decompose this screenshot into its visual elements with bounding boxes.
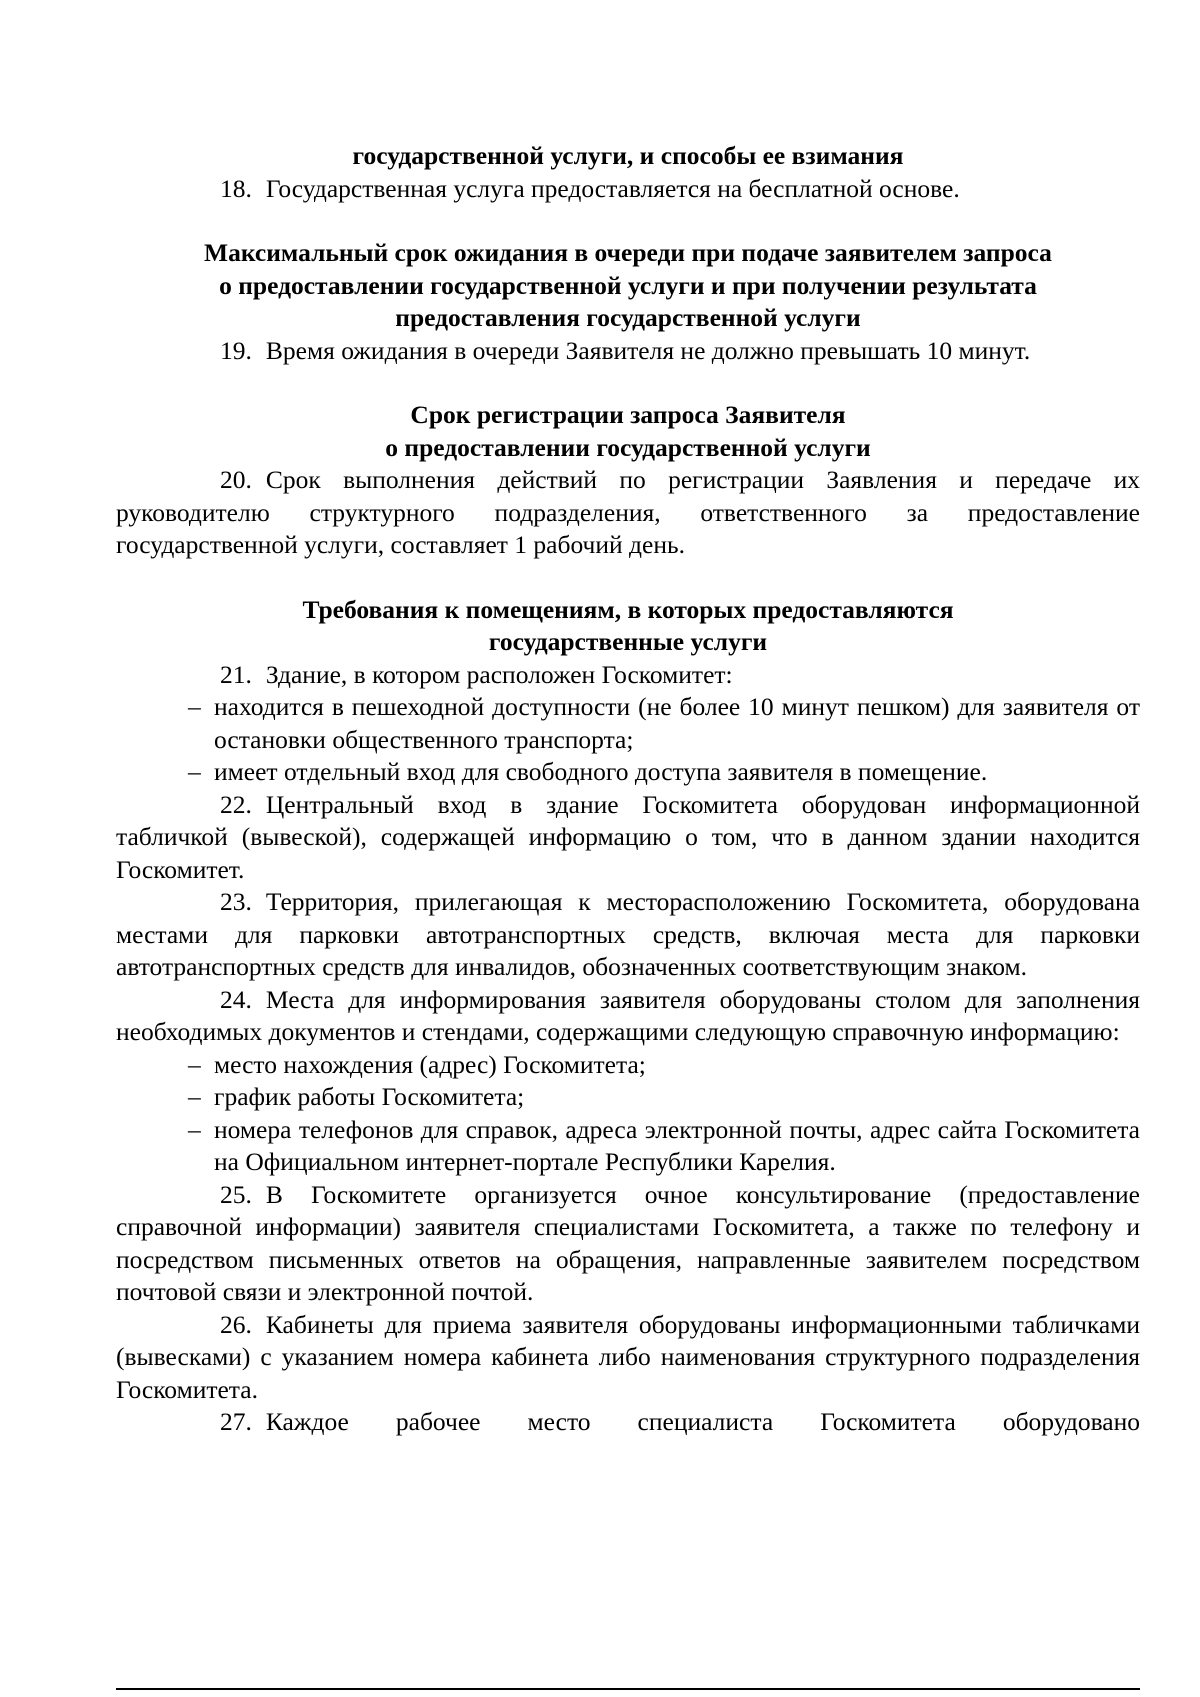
paragraph-27 xyxy=(116,1406,1140,1439)
heading-line: о предоставлении государственной услуги xyxy=(385,432,871,462)
heading-line: государственной услуги, и способы ее взимания xyxy=(352,141,904,170)
page-bottom-rule xyxy=(116,1688,1140,1690)
dash-marker: – xyxy=(188,1049,201,1079)
paragraph-number: 18. xyxy=(220,173,252,203)
paragraph-number: 21. xyxy=(220,659,252,689)
spacer xyxy=(116,367,1140,399)
paragraph-text: В Госкомитете организуется очное консультирование (предоставление справочной информации) заявителя специалистами Госкомитета, а также по телефону и посредством письменных ответов на обращения, направленные заявителем посредством почтовой связи и электронной почтой. xyxy=(116,1179,1140,1306)
list-item-text: график работы Госкомитета; xyxy=(214,1082,525,1111)
list-item-text: место нахождения (адрес) Госкомитета; xyxy=(214,1049,646,1079)
paragraph-text: Места для информирования заявителя оборудованы столом для заполнения необходимых документов и стендами, содержащими следующую справочную информацию: xyxy=(116,984,1140,1046)
paragraph-26 xyxy=(116,1309,1140,1407)
paragraph-number: 26. xyxy=(220,1309,252,1339)
paragraph-number: 19. xyxy=(220,335,252,365)
heading-line: Требования к помещениям, в которых предоставляются xyxy=(302,594,954,624)
paragraph-22 xyxy=(116,789,1140,887)
paragraph-text: Центральный вход в здание Госкомитета оборудован информационной табличкой (вывеской), содержащей информацию о том, что в данном здании находится Госкомитет. xyxy=(116,789,1140,884)
paragraph-number: 20. xyxy=(220,465,252,494)
section-heading-registration-term xyxy=(116,399,1140,464)
list-item xyxy=(116,691,1140,756)
paragraph-text: Территория, прилегающая к месторасположению Госкомитета, оборудована местами для парковки автотранспортных средств, включая места для парковки автотранспортных средств для инвалидов, обозначенных соответствующим знаком. xyxy=(116,887,1140,981)
paragraph-text: Государственная услуга предоставляется на бесплатной основе. xyxy=(265,173,960,203)
paragraph-text: Здание, в котором расположен Госкомитет: xyxy=(265,659,733,689)
info-stand-list xyxy=(116,1049,1140,1179)
list-item xyxy=(116,1081,1140,1114)
heading-line: государственные услуги xyxy=(488,627,768,656)
paragraph-number: 24. xyxy=(220,984,252,1014)
paragraph-number: 23. xyxy=(220,887,252,916)
dash-marker: – xyxy=(188,1082,201,1111)
paragraph-number: 22. xyxy=(220,789,252,819)
heading-line: о предоставлении государственной услуги и при получении результата xyxy=(219,270,1037,300)
list-item xyxy=(116,756,1140,789)
list-item-text: имеет отдельный вход для свободного доступа заявителя в помещение. xyxy=(214,757,988,786)
section-heading-fee-tail xyxy=(116,140,1140,173)
list-item-text: находится в пешеходной доступности (не более 10 минут пешком) для заявителя от остановки общественного транспорта; xyxy=(214,692,1140,754)
paragraph-text: Кабинеты для приема заявителя оборудованы информационными табличками (вывесками) с указанием номера кабинета либо наименования структурного подразделения Госкомитета. xyxy=(116,1309,1140,1404)
list-item xyxy=(116,1049,1140,1082)
section-heading-queue-time xyxy=(116,237,1140,335)
list-item-text: номера телефонов для справок, адреса электронной почты, адрес сайта Госкомитета на Официальном интернет-портале Республики Карелия. xyxy=(214,1114,1140,1176)
spacer xyxy=(116,562,1140,594)
paragraph-24 xyxy=(116,984,1140,1049)
dash-marker: – xyxy=(188,757,201,786)
paragraph-21 xyxy=(116,659,1140,692)
paragraph-20 xyxy=(116,464,1140,562)
spacer xyxy=(116,205,1140,237)
paragraph-number: 25. xyxy=(220,1179,252,1209)
heading-line: предоставления государственной услуги xyxy=(395,303,861,332)
heading-line: Максимальный срок ожидания в очереди при подаче заявителем запроса xyxy=(204,238,1052,267)
paragraph-18 xyxy=(116,173,1140,206)
heading-line: Срок регистрации запроса Заявителя xyxy=(410,400,846,429)
paragraph-25 xyxy=(116,1179,1140,1309)
building-requirements-list xyxy=(116,691,1140,789)
paragraph-23 xyxy=(116,886,1140,984)
section-heading-premises xyxy=(116,594,1140,659)
list-item xyxy=(116,1114,1140,1179)
paragraph-text: Время ожидания в очереди Заявителя не должно превышать 10 минут. xyxy=(265,335,1031,365)
dash-marker: – xyxy=(188,1114,201,1144)
dash-marker: – xyxy=(188,692,201,721)
paragraph-19 xyxy=(116,335,1140,368)
paragraph-number: 27. xyxy=(220,1407,252,1436)
paragraph-text: Срок выполнения действий по регистрации Заявления и передаче их руководителю структурного подразделения, ответственного за предоставление государственной услуги, составляет 1 рабочий день. xyxy=(116,465,1140,559)
document-page xyxy=(116,140,1140,1439)
paragraph-text: Каждое рабочее место специалиста Госкомитета оборудовано xyxy=(265,1407,1140,1436)
